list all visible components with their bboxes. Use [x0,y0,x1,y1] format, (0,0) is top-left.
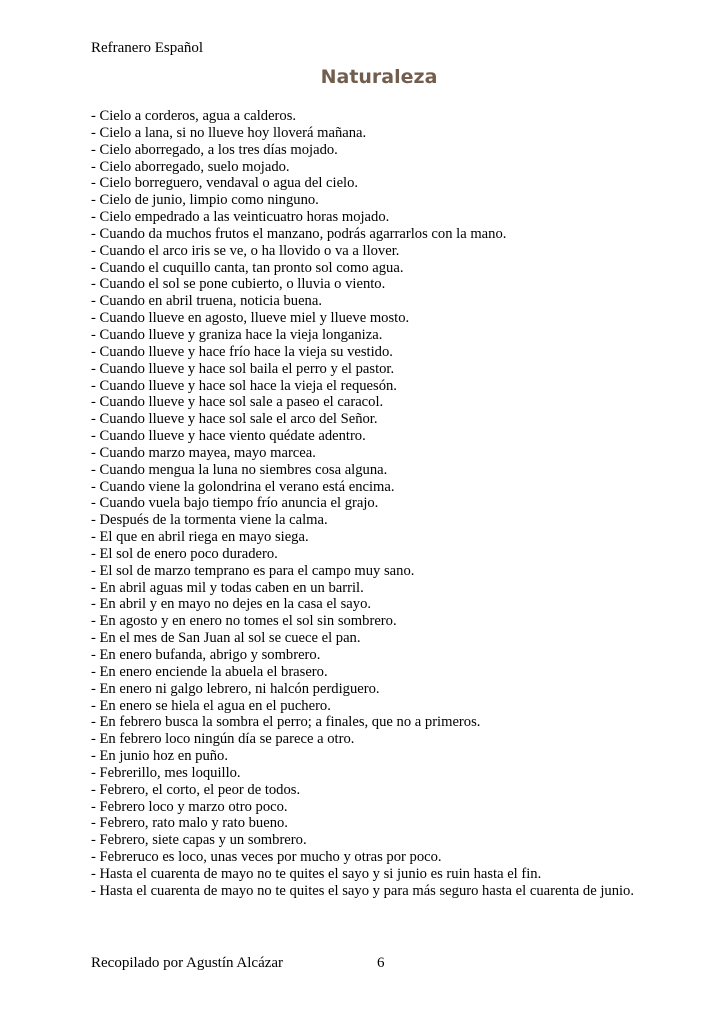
proverb-item: - En abril aguas mil y todas caben en un barril. [91,579,364,596]
proverb-list [91,108,691,900]
proverb-item: - Cuando viene la golondrina el verano está encima. [91,478,395,495]
proverb-item: - Cuando llueve y hace sol sale a paseo el caracol. [91,394,384,411]
proverb-item: - Cuando el arco iris se ve, o ha llovido o va a llover. [91,242,400,259]
proverb-item: - Cuando llueve en agosto, llueve miel y llueve mosto. [91,310,410,327]
proverb-item: - Cuando llueve y hace sol hace la vieja el requesón. [91,377,397,394]
proverb-item: - Cielo aborregado, suelo mojado. [91,158,290,175]
proverb-item: - Cielo a corderos, agua a calderos. [91,108,297,124]
section-title: Naturaleza [320,66,438,88]
proverb-item: - Cuando marzo mayea, mayo marcea. [91,444,316,461]
proverb-item: - En el mes de San Juan al sol se cuece el pan. [91,630,361,647]
proverb-item: - En abril y en mayo no dejes en la casa el sayo. [91,596,372,613]
proverb-item: - Cuando llueve y hace sol sale el arco del Señor. [91,411,378,428]
page-number: 6 [377,955,385,971]
proverb-item: - Cielo a lana, si no llueve hoy lloverá mañana. [91,124,367,141]
proverb-item: - Febrero loco y marzo otro poco. [91,798,288,815]
proverb-item: - En agosto y en enero no tomes el sol sin sombrero. [91,613,397,630]
proverb-item: - Cuando el sol se pone cubierto, o lluvia o viento. [91,276,386,293]
proverb-item: - En enero ni galgo lebrero, ni halcón perdiguero. [91,680,380,697]
proverb-item: - Cuando llueve y hace sol baila el perro y el pastor. [91,360,395,377]
proverb-item: - Hasta el cuarenta de mayo no te quites el sayo y si junio es ruin hasta el fin. [91,865,542,882]
proverb-item: - Cielo de junio, limpio como ninguno. [91,192,319,209]
proverb-item: - Cuando el cuquillo canta, tan pronto sol como agua. [91,259,404,276]
proverb-item: - En febrero busca la sombra el perro; a finales, que no a primeros. [91,714,481,731]
proverb-item: - Febrero, siete capas y un sombrero. [91,832,307,849]
proverb-item: - En enero se hiela el agua en el puchero. [91,697,331,714]
proverb-item: - Cielo aborregado, a los tres días mojado. [91,141,338,158]
proverb-item: - Hasta el cuarenta de mayo no te quites el sayo y para más seguro hasta el cuarenta de junio. [91,882,635,899]
proverb-item: - El sol de marzo temprano es para el campo muy sano. [91,562,415,579]
proverb-item: - Cielo empedrado a las veinticuatro horas mojado. [91,209,390,226]
proverb-item: - En enero enciende la abuela el brasero. [91,663,328,680]
footer-credit: Recopilado por Agustín Alcázar [91,955,284,971]
proverb-item: - Cuando vuela bajo tiempo frío anuncia el grajo. [91,495,379,512]
proverb-item: - Febreruco es loco, unas veces por mucho y otras por poco. [91,849,442,866]
proverb-item: - Cuando en abril truena, noticia buena. [91,293,322,310]
proverb-item: - Febrero, el corto, el peor de todos. [91,781,301,798]
proverb-item: - En enero bufanda, abrigo y sombrero. [91,647,321,663]
proverb-item: - El sol de enero poco duradero. [91,545,278,562]
proverb-item: - Cuando mengua la luna no siembres cosa alguna. [91,461,388,478]
proverb-item: - En junio hoz en puño. [91,748,228,765]
proverb-item: - Cuando da muchos frutos el manzano, podrás agarrarlos con la mano. [91,225,507,242]
proverb-item: - En febrero loco ningún día se parece a otro. [91,731,355,748]
proverb-item: - Cielo borreguero, vendaval o agua del cielo. [91,175,359,192]
proverb-item: - Cuando llueve y hace viento quédate adentro. [91,428,366,445]
proverb-item: - Cuando llueve y graniza hace la vieja longaniza. [91,326,383,343]
running-header: Refranero Español [91,40,204,56]
proverb-item: - El que en abril riega en mayo siega. [91,529,309,546]
proverb-item: - Febrero, rato malo y rato bueno. [91,815,288,832]
proverb-item: - Después de la tormenta viene la calma. [91,512,328,529]
proverb-item: - Cuando llueve y hace frío hace la vieja su vestido. [91,343,393,360]
proverb-item: - Febrerillo, mes loquillo. [91,764,241,781]
